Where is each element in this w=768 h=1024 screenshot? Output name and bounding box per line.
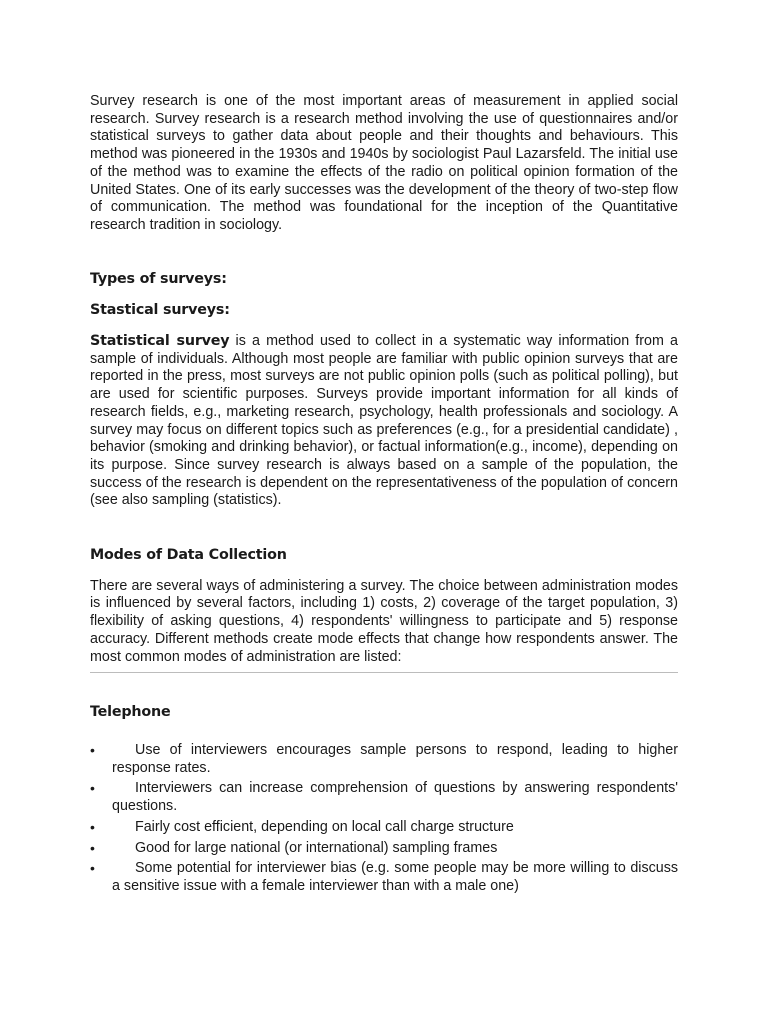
modes-of-data-collection-heading: Modes of Data Collection	[90, 547, 287, 564]
bullet-icon: •	[90, 839, 95, 856]
intro-paragraph: Survey research is one of the most important areas of measurement in applied social research. Survey research is a research method involving the use of questionnaires and/or statistical surveys to gather data about people and their thoughts and behaviours. This method was pioneered in the 1930s and 1940s by sociologist Paul Lazarsfeld. The initial use of the method was to examine the effects of the radio on political opinion formation of the United States. One of its early successes was the development of the theory of two-step flow of communication. The method was foundational for the inception of the Quantitative research tradition in sociology.	[90, 93, 678, 233]
bullet-icon: •	[90, 780, 95, 797]
list-item-text: Good for large national (or international) sampling frames	[135, 839, 498, 856]
bullet-icon: •	[90, 741, 95, 758]
list-item	[90, 780, 678, 815]
telephone-heading: Telephone	[90, 704, 171, 721]
bullet-icon: •	[90, 860, 95, 877]
statistical-survey-paragraph	[90, 333, 678, 510]
list-item-text: Use of interviewers encourages sample persons to respond, leading to higher response rates.	[112, 741, 678, 776]
list-item-text: Fairly cost efficient, depending on local call charge structure	[135, 818, 514, 835]
list-item	[90, 819, 678, 837]
list-item	[90, 860, 678, 895]
types-of-surveys-heading: Types of surveys:	[90, 270, 227, 287]
list-item-text: Interviewers can increase comprehension of questions by answering respondents' questions.	[112, 780, 678, 815]
modes-paragraph: There are several ways of administering a survey. The choice between administration modes is influenced by several factors, including 1) costs, 2) coverage of the target population, 3) flexibility of asking questions, 4) respondents' willingness to participate and 5) response accuracy. Different methods create mode effects that change how respondents answer. The most common modes of administration are listed:	[90, 577, 678, 665]
horizontal-divider	[90, 672, 678, 673]
stastical-surveys-heading: Stastical surveys:	[90, 302, 230, 319]
list-item-text: Some potential for interviewer bias (e.g. some people may be more willing to discuss a sensitive issue with a female interviewer than with a male one)	[112, 860, 678, 894]
list-item	[90, 840, 678, 858]
telephone-list	[90, 742, 678, 896]
statistical-survey-term: Statistical survey	[90, 333, 230, 350]
statistical-survey-text: is a method used to collect in a systematic way information from a sample of individuals. Although most people are familiar with public opinion surveys that are reported in the press, most surveys are not public opinion polls (such as political polling), but are used for scientific purposes. Surveys provide important information for all kinds of research fields, e.g., marketing research, psychology, health professionals and sociology. A survey may focus on different topics such as preferences (e.g., for a presidential candidate) , behavior (smoking and drinking behavior), or factual information(e.g., income), depending on its purpose. Since survey research is always based on a sample of the population, the success of the research is dependent on the representativeness of the population of concern (see also sampling (statistics).	[90, 333, 678, 509]
bullet-icon: •	[90, 818, 95, 835]
list-item	[90, 742, 678, 777]
